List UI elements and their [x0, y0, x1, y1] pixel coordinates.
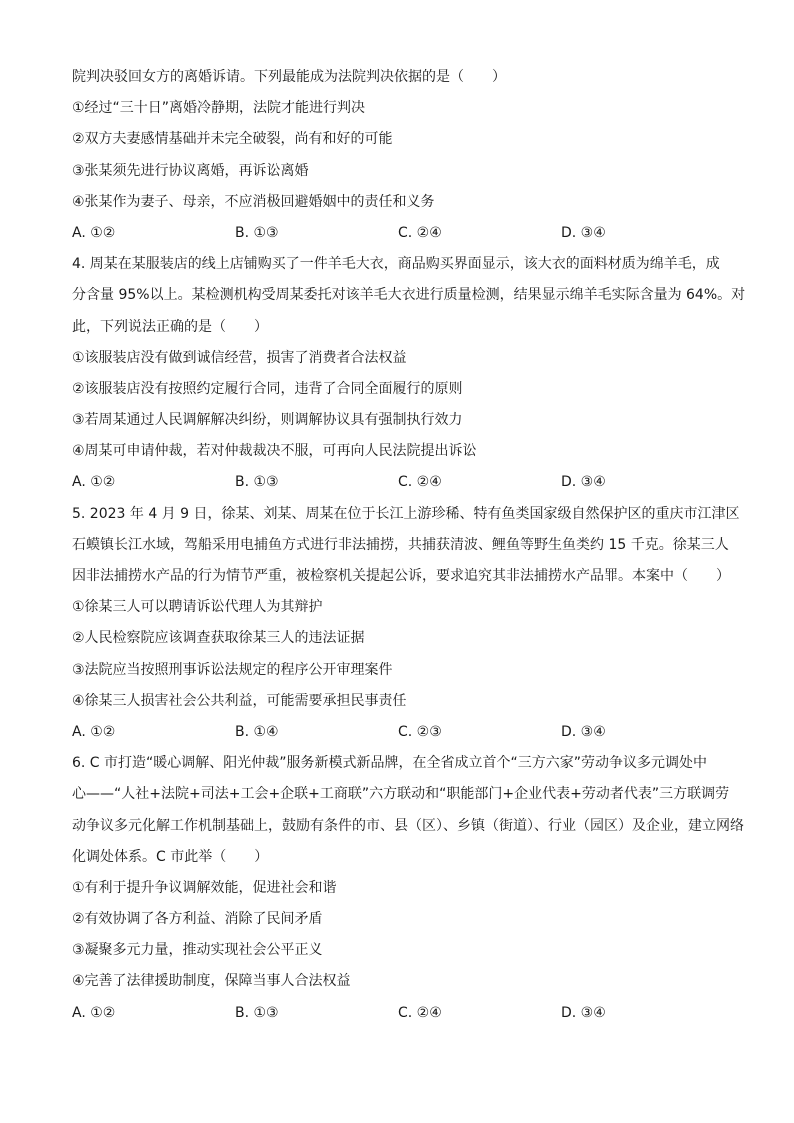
option-d: D. ③④: [561, 224, 606, 241]
statement-4: ④周某可申请仲裁，若对仲裁裁决不服，可再向人民法院提出诉讼: [72, 443, 477, 460]
option-c: C. ②④: [398, 224, 442, 241]
option-a: A. ①②: [72, 723, 116, 740]
question-stem-line: 院判决驳回女方的离婚诉请。下列最能成为法院判决依据的是（ ）: [72, 69, 506, 85]
question-6: [72, 748, 744, 1029]
answer-options: [72, 998, 724, 1029]
statement-3: ③凝聚多元力量，推动实现社会公平正义: [72, 942, 323, 959]
question-stem-line: 因非法捕捞水产品的行为情节严重，被检察机关提起公诉，要求追究其非法捕捞水产品罪。本案中（ ）: [72, 568, 730, 584]
question-stem-line: 4. 周某在某服装店的线上店铺购买了一件羊毛大衣，商品购买界面显示，该大衣的面料材质为绵羊毛，成: [72, 256, 720, 273]
question-stem-line: 6. C 市打造“暖心调解、阳光仲裁”服务新模式新品牌，在全省成立首个“三方六家”劳动争议多元调处中: [72, 755, 708, 772]
question-stem-line: 心——“人社+法院+司法+工会+企联+工商联”六方联动和“职能部门+企业代表+劳动者代表”三方联调劳: [72, 786, 730, 803]
statement-4: ④张某作为妻子、母亲，不应消极回避婚姻中的责任和义务: [72, 193, 435, 210]
option-d: D. ③④: [561, 1004, 606, 1021]
question-stem-line: 5. 2023 年 4 月 9 日，徐某、刘某、周某在位于长江上游珍稀、特有鱼类国家级自然保护区的重庆市江津区: [72, 505, 740, 522]
statement-3: ③张某须先进行协议离婚，再诉讼离婚: [72, 162, 309, 179]
statement-1: ①徐某三人可以聘请诉讼代理人为其辩护: [72, 599, 323, 616]
option-d: D. ③④: [561, 723, 606, 740]
option-c: C. ②④: [398, 474, 442, 491]
option-b: B. ①④: [235, 723, 279, 740]
statement-1: ①有利于提升争议调解效能，促进社会和谐: [72, 879, 337, 896]
statement-2: ②有效协调了各方利益、消除了民间矛盾: [72, 911, 323, 928]
option-c: C. ②④: [398, 1004, 442, 1021]
option-b: B. ①③: [235, 474, 279, 491]
option-b: B. ①③: [235, 1004, 279, 1021]
statement-2: ②人民检察院应该调查获取徐某三人的违法证据: [72, 630, 365, 647]
question-stem-line: 化调处体系。C 市此举（ ）: [72, 848, 269, 865]
statement-1: ①该服装店没有做到诚信经营，损害了消费者合法权益: [72, 349, 407, 366]
question-4: [72, 249, 746, 499]
answer-options: [72, 717, 724, 748]
statement-3: ③法院应当按照刑事诉讼法规定的程序公开审理案件: [72, 661, 393, 678]
answer-options: [72, 467, 724, 498]
option-c: C. ②③: [398, 723, 442, 740]
question-3-continued: [72, 62, 724, 249]
option-a: A. ①②: [72, 224, 116, 241]
statement-2: ②双方夫妻感情基础并未完全破裂，尚有和好的可能: [72, 131, 393, 148]
question-stem-line: 动争议多元化解工作机制基础上，鼓励有条件的市、县（区）、乡镇（街道）、行业（园区）及企业，建立网络: [72, 817, 744, 834]
option-a: A. ①②: [72, 474, 116, 491]
exam-page: [72, 62, 746, 1029]
option-a: A. ①②: [72, 1004, 116, 1021]
question-stem-line: 此，下列说法正确的是（ ）: [72, 318, 268, 335]
statement-3: ③若周某通过人民调解解决纠纷，则调解协议具有强制执行效力: [72, 412, 463, 429]
statement-2: ②该服装店没有按照约定履行合同，违背了合同全面履行的原则: [72, 380, 463, 397]
option-d: D. ③④: [561, 474, 606, 491]
statement-4: ④完善了法律援助制度，保障当事人合法权益: [72, 973, 351, 990]
answer-options: [72, 218, 724, 249]
question-stem-line: 分含量 95%以上。某检测机构受周某委托对该羊毛大衣进行质量检测，结果显示绵羊毛实际含量为 64%。对: [72, 287, 746, 304]
question-stem-line: 石蟆镇长江水域，驾船采用电捕鱼方式进行非法捕捞，共捕获清波、鲤鱼等野生鱼类约 15 千克。徐某三人: [72, 536, 729, 553]
option-b: B. ①③: [235, 224, 279, 241]
statement-1: ①经过“三十日”离婚冷静期，法院才能进行判决: [72, 100, 366, 117]
question-5: [72, 499, 740, 749]
statement-4: ④徐某三人损害社会公共利益，可能需要承担民事责任: [72, 692, 407, 709]
